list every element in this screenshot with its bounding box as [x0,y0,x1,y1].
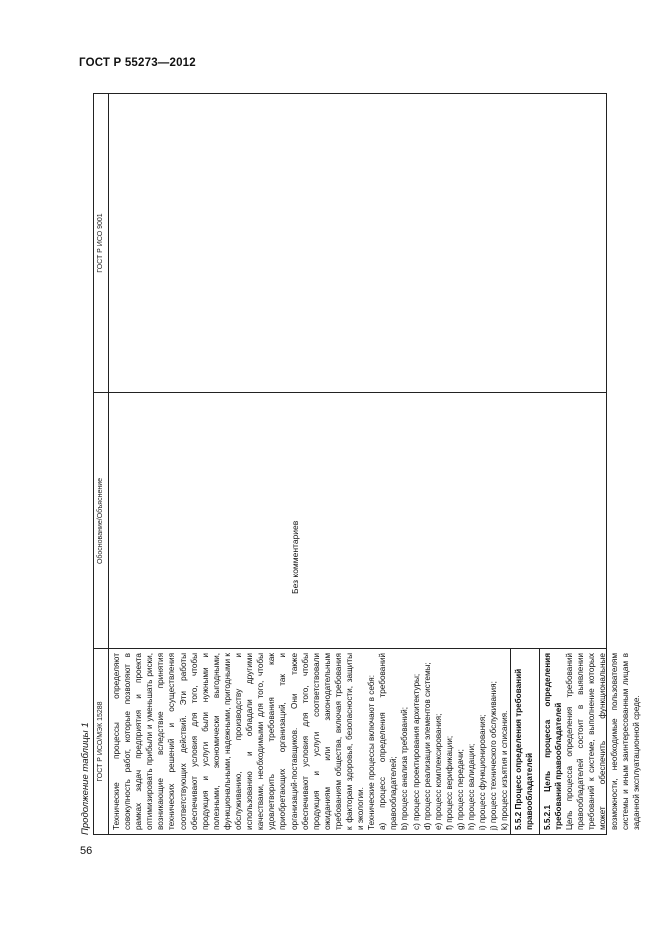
comparison-table [93,93,641,835]
list-item: d) процесс реализации элементов системы; [422,662,432,830]
column-header-justification: Обоснование/Объяснение [97,477,104,565]
purpose-text: Цель процесса определения требований правообладателей состоит в выявлении требований к системе, выполнение которых может обеспечить функциональные возможности, необходимые пользователям системы и иным заинтересованным лицам в заданной эксплуатационной среде. [565,653,641,830]
list-item: b) процесс анализа требований; [400,706,410,830]
column-header-iso-15288: ГОСТ Р ИСО/МЭК 15288 [97,701,104,782]
list-item: e) процесс комплексирования; [433,713,443,830]
list-item: j) процесс технического обслуживания; [489,681,499,830]
list-item: h) процесс валидации; [467,743,476,830]
no-comments-note: Без комментариев [290,520,300,594]
page-number: 56 [80,845,93,857]
technical-processes-cell [109,649,510,834]
table-continuation-label: Продолжение таблицы 1 [80,722,91,835]
list-item: c) процесс проектирования архитектуры; [411,673,421,830]
column-header-iso-9001: ГОСТ Р ИСО 9001 [97,213,104,273]
technical-processes-description: Технические процессы определяют совокупность работ, которые позволяют в рамках задач предприятия и проекта оптимизировать прибыли и уменьшать риски, возникающие вследствие принятия технических решений и осуществления соответствующих действий. Эти работы обеспечивают условия для того, чтобы продукция и услуги были нужными и полезными, экономически выгодными, функциональными, надежными, пригодными к обслуживанию, производству и использованию и обладали другими качествами, необходимыми для того, чтобы удовлетворить требования как приобретающих организаций, так и организаций-поставщиков. Они также обеспечивают условия для того, чтобы продукция и услуги соответствовали ожиданиям или законодательным требованиям общества, включая требования к факторам здоровья, безопасности, защиты и экологии. [112,653,366,830]
list-item: f) процесс верификации; [444,735,454,830]
technical-processes-intro: Технические процессы включают в себя: [367,674,377,830]
list-item: i) процесс функционирования; [478,714,488,830]
section-heading-cell [511,649,539,834]
purpose-cell [540,649,641,834]
table-header-row [94,94,109,834]
section-heading: 5.5.2 Процесс определения требований правообладателей [514,668,535,830]
purpose-heading: 5.5.2.1 Цель процесса определения требований правообладателей [543,653,564,830]
document-title: ГОСТ Р 55273—2012 [79,57,196,69]
rotated-table-sheet [80,93,641,835]
list-item: k) процесс изъятия и списания. [500,710,510,830]
list-item: g) процесс передачи; [455,749,465,830]
list-item: a) процесс определения требований правообладателей; [378,653,399,830]
column-divider [94,392,606,393]
